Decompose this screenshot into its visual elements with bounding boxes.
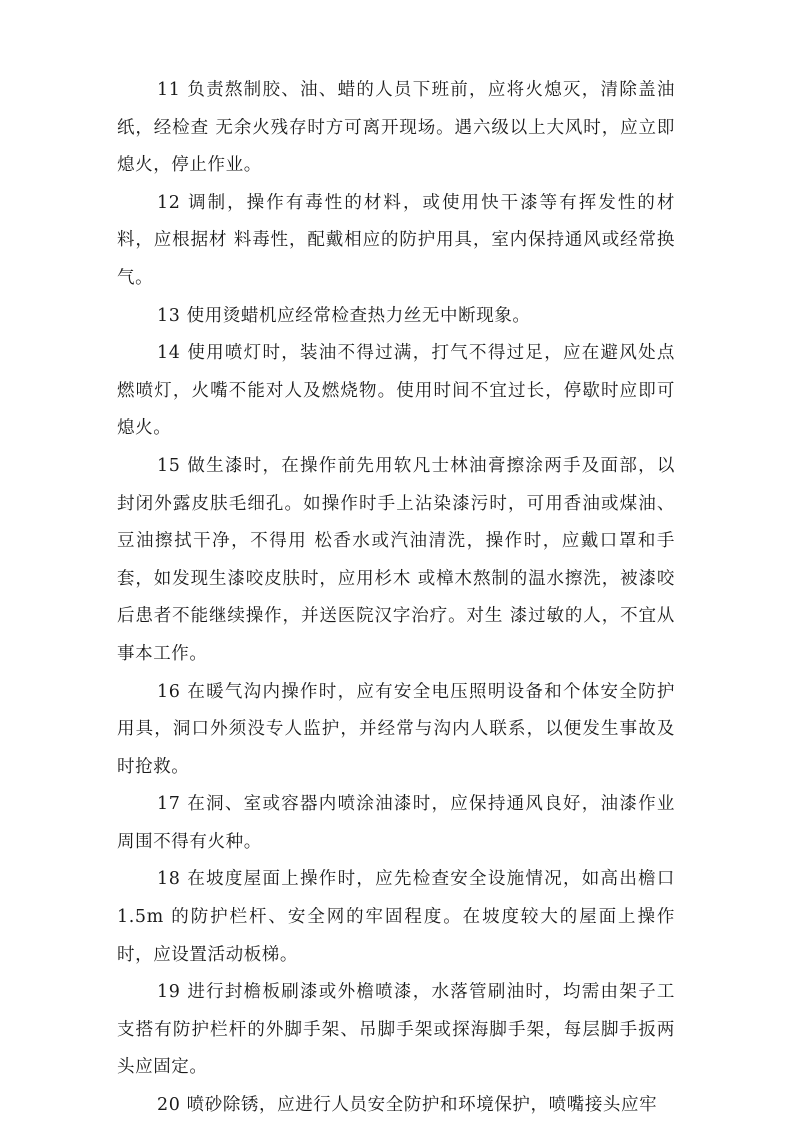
paragraph-item-17: 17 在洞、室或容器内喷涂油漆时，应保持通风良好，油漆作业周围不得有火种。 (117, 794, 675, 852)
paragraph-item-13: 13 使用烫蜡机应经常检查热力丝无中断现象。 (157, 305, 531, 326)
paragraph-item-15: 15 做生漆时，在操作前先用软凡士林油膏擦涂两手及面部，以封闭外露皮肤毛细孔。如操作时手上沾染漆污时，可用香油或煤油、豆油擦拭干净，不得用 松香水或汽油清洗，操作时，应戴口罩和手套，如发现生漆咬皮肤时，应用杉木 或樟木熬制的温水擦洗，被漆咬后患者不能继续操作，并送医院汉字治疗。对生 漆过敏的人，不宜从事本工作。 (117, 455, 675, 664)
paragraph-item-12: 12 调制，操作有毒性的材料，或使用快干漆等有挥发性的材料，应根据材 料毒性，配戴相应的防护用具，室内保持通风或经常换气。 (117, 192, 675, 288)
paragraph-item-11: 11 负责熬制胶、油、蜡的人员下班前，应将火熄灭，清除盖油纸，经检查 无余火残存时方可离开现场。遇六级以上大风时，应立即熄火，停止作业。 (117, 80, 675, 176)
paragraph-item-16: 16 在暖气沟内操作时，应有安全电压照明设备和个体安全防护用具，洞口外须没专人监护，并经常与沟内人联系，以便发生事故及时抢救。 (117, 681, 675, 777)
paragraph-item-20: 20 喷砂除锈，应进行人员安全防护和环境保护，喷嘴接头应牢 (157, 1095, 658, 1116)
paragraph-item-14: 14 使用喷灯时，装油不得过满，打气不得过足，应在避风处点燃喷灯，火嘴不能对人及燃烧物。使用时间不宜过长，停歇时应即可熄火。 (117, 343, 675, 439)
paragraph-item-19: 19 进行封檐板刷漆或外檐喷漆，水落管刷油时，均需由架子工支搭有防护栏杆的外脚手架、吊脚手架或探海脚手架，每层脚手扳两头应固定。 (117, 982, 675, 1078)
document-page (117, 72, 675, 1125)
paragraph-item-18: 18 在坡度屋面上操作时，应先检查安全设施情况，如高出檐口 1.5m 的防护栏杆、安全网的牢固程度。在坡度较大的屋面上操作时，应设置活动板梯。 (117, 869, 675, 965)
